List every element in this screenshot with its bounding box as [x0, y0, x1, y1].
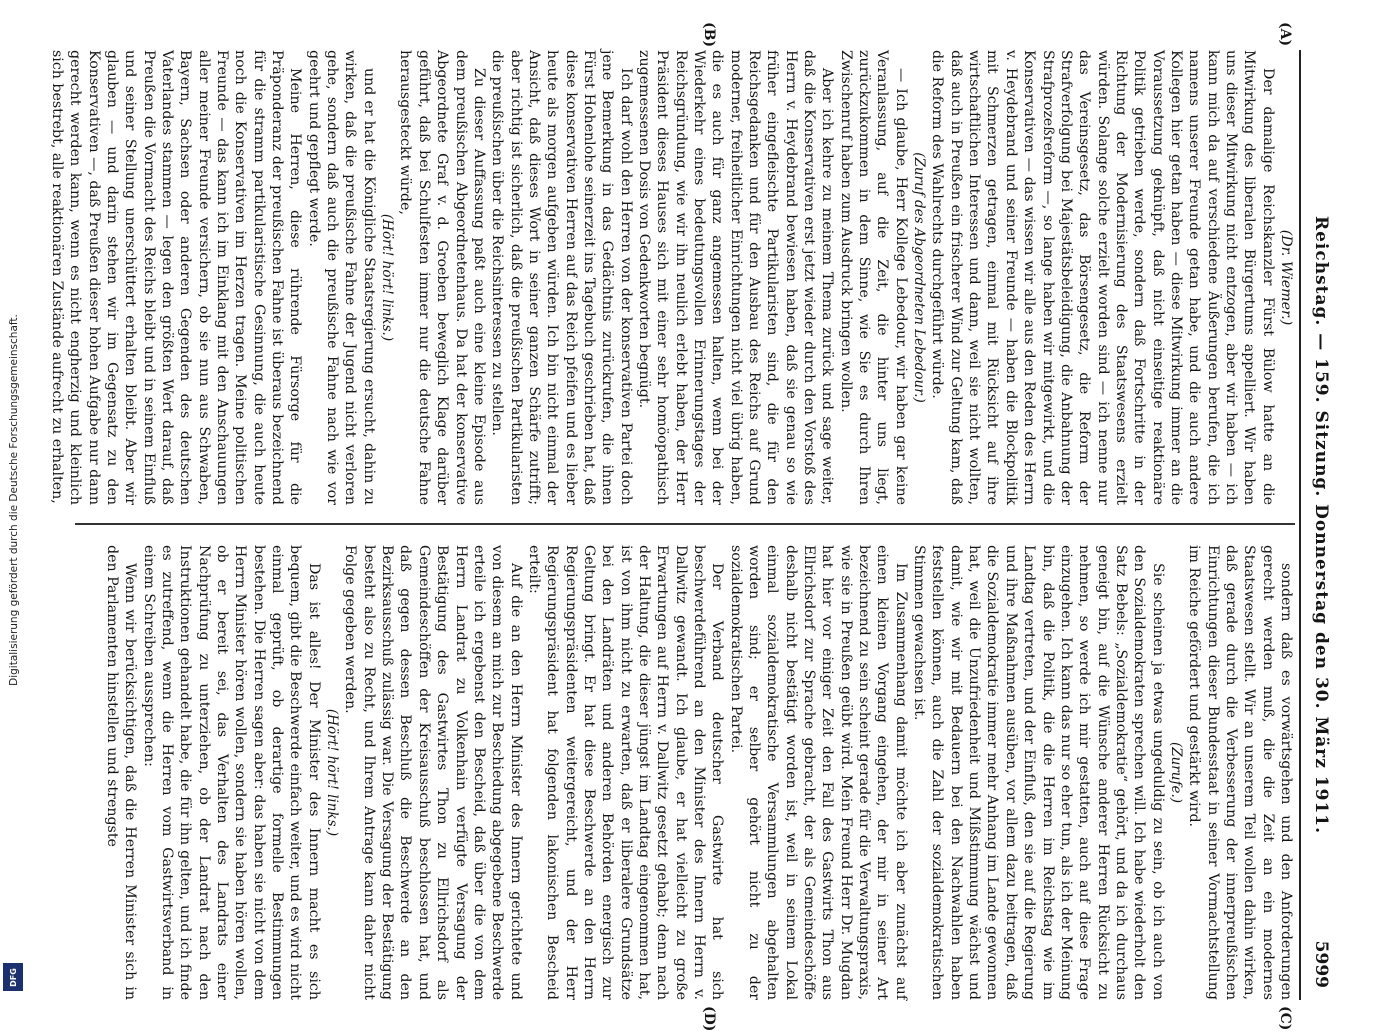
- paragraph: Sie scheinen ja etwas ungeduldig zu sein, ob ich auch von den Sozialdemokraten sprechen will. Ich habe wiederholt den Satz Bebels: „Sozialdemokratie“ gehört, und da ich durchaus geneigt bin, auf die Wünsche anderer Herren Rücksicht zu nehmen, so werde ich mir gestatten, auch auf diese Frage einzugehen. Ich kann das nur so eher tun, als ich der Meinung bin, daß die Politik, die die Herren im Reichstag wie im Landtag vertreten, und der Einfluß, den sie auf die Regierung und ihre Maßnahmen ausüben, vor allem dazu beitragen, daß die Sozialdemokratie immer mehr Anhang im Lande gewonnen hat, weil die Unzufriedenheit und Mißstimmung wächst und damit, wie wir mit Bedauern bei den Nachwahlen haben feststellen können, auch die Zahl der sozialdemokratischen Stimmen gewachsen ist.: [911, 545, 1166, 1000]
- page-header: [1303, 50, 1337, 1000]
- digitization-strip: [0, 0, 28, 1000]
- margin-marker-a: (A): [1277, 22, 1293, 47]
- digitization-note: Digitalisierung gefördert durch die Deutsche Forschungsgemeinschaft.: [8, 314, 20, 686]
- paragraph: Der Verband deutscher Gastwirte hat sich beschwerdeführend an den Minister des Innern Herrn v. Dallwitz gewandt. Ich glaube, er hat vielleicht zu große Erwartungen auf Herrn v. Dallwitz gesetzt gehabt; denn nach der Haltung, die dieser jüngst im Landtag eingenommen hat, ist von ihm nicht zu erwarten, daß er liberalere Grundsätze bei den Landräten und anderen Behörden energisch zur Geltung bringt. Er hat diese Beschwerde an den Herrn Regierungspräsidenten weitergereicht, und der Herr Regierungspräsident hat folgenden lakonischen Bescheid erteilt:: [525, 545, 726, 1000]
- paragraph: Der damalige Reichskanzler Fürst Bülow hatte an die Mitwirkung des liberalen Bürgertums appelliert. Wir haben uns dieser Mitwirkung nicht entzogen, aber wir haben — ich kann mich da auf verschiedene Äußerungen berufen, die ich namens unserer Freunde getan habe, und die auch andere Kollegen hier getan haben — diese Mitwirkung immer an die Voraussetzung geknüpft, daß nicht einseitige reaktionäre Politik getrieben werde, sondern daß Fortschritte in der Richtung der Modernisierung des Staatswesens erzielt würden. Solange solche erzielt worden sind — ich nenne nur das Vereinsgesetz, das Börsengesetz, die Reform der Strafverfolgung bei Majestätsbeleidigung, die Anbahnung der Strafprozeßreform —, so lange haben wir mitgewirkt, und die Konservativen — das wissen wir alle aus den Reden des Herrn v. Heydebrand und seiner Freunde — haben die Blockpolitik mit Schmerzen getragen, einmal mit Rücksicht auf ihre wirtschaftlichen Interessen und dann, weil sie nicht wollten, daß auch in Preußen ein frischerer Wind zur Geltung kam, daß die Reform des Wahlrechts durchgeführt würde.: [929, 50, 1276, 505]
- header-rule: [1299, 50, 1301, 1000]
- paragraph: Meine Herren, diese rührende Fürsorge für die Präponderanz der preußischen Fahne ist überaus bezeichnend für die stramm partikularistische Gesinnung, die auch heute noch die Konservativen im Herzen tragen. Meine politischen Freunde — das kann ich im Einklang mit den Anschauungen aller meiner Freunde versichern, ob sie nun aus Schwaben, Bayern, Sachsen oder anderen Gegenden des deutschen Vaterlandes stammen — legen den größten Wert darauf, daß Preußen die Vormacht des Reichs bleibt und in seinem Einfluß und seiner Stellung unerschüttert erhalten bleibt. Aber wir glauben — und darin stehen wir im Gegensatz zu den Konservativen —, daß Preußen dieser hohen Aufgabe nur dann gerecht werden kann, wenn es nicht engherzig und kleinlich sich bestrebt, alle reaktionären Zustände aufrecht zu erhalten,: [48, 50, 304, 505]
- paragraph: Aber ich kehre zu meinem Thema zurück und sage weiter, daß die Konservativen erst jetzt wieder durch den Vorstoß des Herrn v. Heydebrand bewiesen haben, daß sie genau so wie früher eingefleischte Partikularisten sind, die für den Reichsgedanken und für den Ausbau des Reichs auf Grund moderner, freiheitlicher Einrichtungen nicht viel übrig haben, die es auch für ganz angemessen halten, wenn bei der Wiederkehr eines bedeutungsvollen Erinnerungstages der Reichsgründung, wie wir ihn neulich erlebt haben, der Herr Präsident dieses Hauses sich mit einer sehr homöopathisch zugemessenen Dosis von Gedenkworten begnügt.: [635, 50, 836, 505]
- interjection: (Hört! hört! links.): [324, 708, 341, 837]
- page-title: Reichstag. — 159. Sitzung. Donnerstag den 30. März 1911.: [1311, 215, 1331, 835]
- margin-marker-b: (B): [701, 22, 717, 48]
- paragraph: Das ist alles! Der Minister des Innern macht es sich bequem, gibt die Beschwerde einfach weiter, und es wird nicht einmal geprüft, ob derartige formelle Bestimmungen bestehen. Die Herren sagen aber: das haben sie nicht von dem Herrn Minister hören wollen, sondern sie haben hören wollen, ob er bereit sei, das Verhalten des Landrats einer Nachprüfung zu unterziehen, ob der Landrat nach den Instruktionen gehandelt habe, die für ihn gelten, und ich finde es zutreffend, wenn die Herren vom Gastwirtsverband in einem Schreiben aussprechen:: [140, 545, 322, 1000]
- paragraph: Ich darf wohl den Herren von der konservativen Partei doch jene Bemerkung in das Gedächtnis zurückrufen, die ihnen Fürst Hohenlohe seinerzeit ins Tagebuch geschrieben hat, daß diese konservativen Herren auf das Reich pfeifen und es lieber heute als morgen aufgeben würden. Ich bin nicht einmal der Ansicht, daß dieses Wort in seiner ganzen Schärfe zutrifft; aber richtig ist sicherlich, daß die preußischen Partikularisten die preußischen über die Reichsinteressen zu stellen.: [489, 50, 634, 505]
- page: [48, 22, 1337, 1031]
- quoted-paragraph: Auf die an den Herrn Minister des Innern gerichtete und von diesem an mich zur Beschiedung abgegebene Beschwerde erteile ich ergebenst den Bescheid, daß über die von dem Herrn Landrat zu Volkenhain verfügte Versagung der Bestätigung des Gastwirtes Thon zu Ellrichsdorf als Gemeindeschöffen der Kreisausschuß beschlossen hat, und daß gegen dessen Beschluß die Beschwerde an den Bezirksausschuß zulässig war. Die Versagung der Bestätigung besteht also zu Recht, und Ihrem Antrage kann daher nicht Folge gegeben werden.: [342, 545, 524, 1000]
- left-column: [48, 50, 1295, 505]
- interjection: (Zuruf des Abgeordneten Lebedour.): [911, 152, 928, 403]
- dfg-logo: [3, 963, 23, 991]
- column-divider: [75, 523, 1295, 525]
- dfg-logo-text: DFG: [8, 967, 18, 987]
- paragraph: — Ich glaube, Herr Kollege Lebedour, wir haben gar keine Veranlassung, auf die Zeit, die hinter uns liegt, zurückzukommen in dem Sinne, wie Sie es durch Ihren Zwischenruf haben zum Ausdruck bringen wollen.: [837, 50, 909, 505]
- paragraph: Zu dieser Auffassung paßt auch eine kleine Episode aus dem preußischen Abgeordnetenhaus. Da hat der konservative Abgeordnete Graf v. d. Groeben beweglich Klage darüber geführt, daß bei Schulfesten immer nur die deutsche Fahne herausgesteckt würde,: [397, 50, 487, 505]
- quoted-paragraph: Wenn wir berücksichtigen, daß die Herren Minister sich in den Parlamenten hinstellen und strengste: [104, 545, 139, 1000]
- paragraph: Im Zusammenhang damit möchte ich aber zunächst auf einen kleinen Vorgang eingehen, der mir in seiner Art bezeichnend zu sein scheint gerade für die Verwaltungspraxis, wie sie in Preußen geübt wird. Mein Freund Herr Dr. Mugdan hat hier vor einiger Zeit den Fall des Gastwirts Thon aus Ellrichsdorf zur Sprache gebracht, der als Gemeindeschöffe deshalb nicht bestätigt worden ist, weil in seinem Lokal einmal sozialdemokratische Versammlungen abgehalten worden sind; er selber gehört nicht zu der sozialdemokratischen Partei.: [727, 545, 909, 1000]
- page-number: 5999: [1311, 940, 1331, 988]
- speaker-name: (Dr. Wiemer.): [1278, 229, 1294, 326]
- paragraph: und er hat die Königliche Staatsregierung ersucht, dahin zu wirken, daß die preußische Fahne der Jugend nicht verloren gehe, sondern daß auch die preußische Fahne nach wie vor geehrt und gepflegt werde.: [305, 50, 377, 505]
- paragraph: sondern daß es vorwärtsgehen und den Anforderungen gerecht werden muß, die die Zeit an ein modernes Staatswesen stellt. Wir an unserem Teil wollen dahin wirken, daß gerade durch die Verbesserung der innerpreußischen Einrichtungen dieser Bundesstaat in seiner Vormachtstellung im Reiche gefördert und gestärkt wird.: [1186, 545, 1294, 1000]
- margin-marker-c: (C): [1277, 1006, 1293, 1031]
- interjection: (Zurufe.): [1167, 741, 1184, 804]
- right-column: [55, 545, 1295, 1000]
- interjection: (Hört! hört! links.): [379, 213, 396, 342]
- margin-marker-d: (D): [701, 1006, 717, 1031]
